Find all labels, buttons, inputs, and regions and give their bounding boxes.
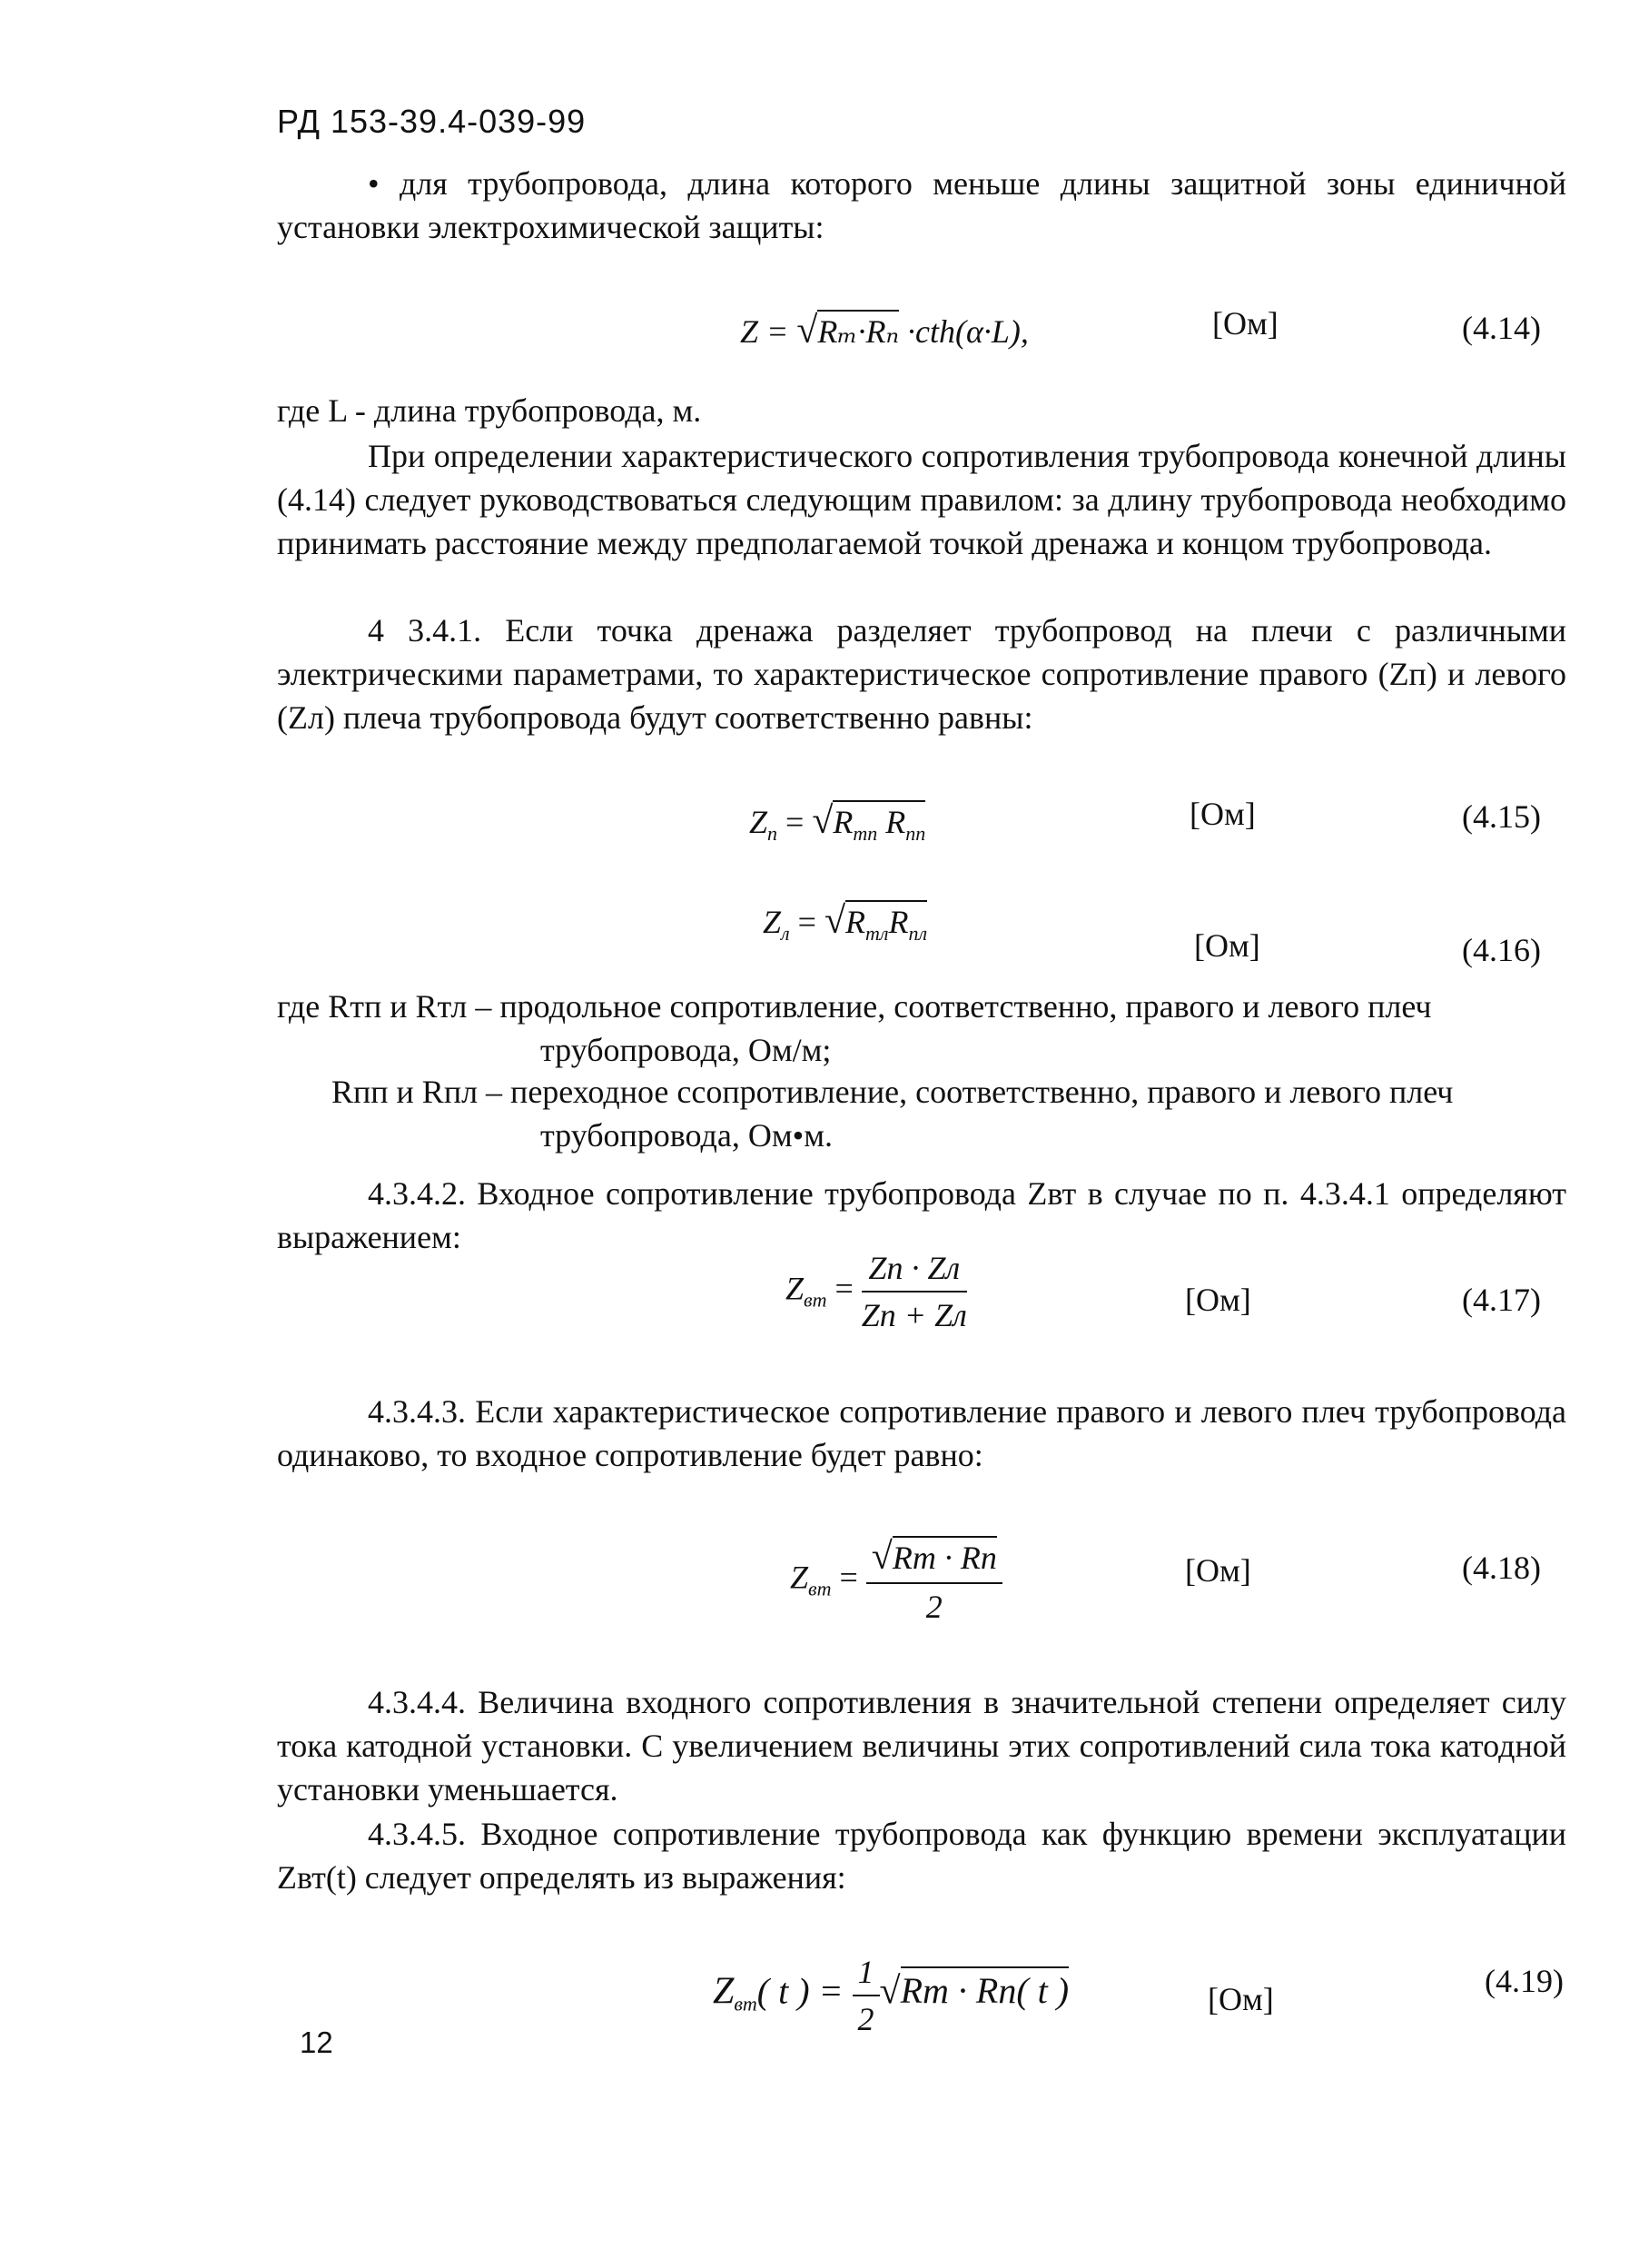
equation-number: (4.15)	[1462, 798, 1541, 835]
definition-text: где Rтп и Rтл – продольное сопротивление, соответственно, правого и левого плеч	[277, 988, 1432, 1025]
fraction-numerator	[866, 1535, 1002, 1584]
sqrt-sign: √	[812, 800, 834, 842]
fraction	[853, 1953, 880, 2038]
fraction-denominator: Zп + Zл	[861, 1297, 967, 1333]
unit-label: [Ом]	[1194, 927, 1260, 964]
radicand-r1-sub: тп	[853, 822, 878, 845]
definition-text: Rпп и Rпл – переходное ссопротивление, соответственно, правого и левого плеч	[331, 1074, 1454, 1110]
formula-lhs: Z	[749, 804, 768, 840]
fraction	[866, 1535, 1002, 1626]
sqrt-sign: √	[824, 900, 845, 942]
formula-lhs-sub: л	[781, 922, 790, 945]
unit-label: [Ом]	[1185, 1552, 1251, 1589]
radicand-r1-sub: тл	[865, 922, 889, 945]
formula-4-14	[740, 309, 1029, 352]
fraction-numerator: Zп · Zл	[862, 1249, 967, 1292]
formula-radicand: Rт · Rп	[893, 1536, 997, 1576]
unit-label: [Ом]	[1212, 305, 1279, 342]
formula-radicand	[833, 800, 926, 845]
definition-R-transition	[331, 1070, 1566, 1157]
formula-lhs: Z	[790, 1559, 809, 1596]
radicand-r2-sub: пл	[908, 922, 928, 945]
definition-continuation: трубопровода, Ом•м.	[540, 1117, 833, 1154]
formula-lhs-sub: вт	[808, 1577, 832, 1600]
formula-4-17	[785, 1249, 967, 1334]
paragraph-4-3-4-3: 4.3.4.3. Если характеристическое сопротивление правого и левого плеч трубопровода одинаково, то входное сопротивление будет равно:	[277, 1393, 1566, 1473]
formula-4-15	[749, 799, 925, 846]
unit-label: [Ом]	[1208, 1981, 1274, 2017]
paragraph-rule: При определении характеристического сопротивления трубопровода конечной длины (4.14) следует руководствоваться следующим правилом: за длину трубопровода необходимо принимать расстояние между предполагаемой точкой дренажа и концом трубопровода.	[277, 438, 1566, 561]
fraction-denominator: 2	[925, 1589, 943, 1625]
radicand-r1: R	[833, 804, 854, 840]
paragraph-4-3-4-4: 4.3.4.4. Величина входного сопротивления в значительной степени определяет силу тока катодной установки. С увеличением величины этих сопротивлений сила тока катодной установки уменьшается.	[277, 1684, 1566, 1807]
formula-4-16	[763, 899, 927, 946]
formula-radicand: Rₘ·Rₙ	[817, 310, 899, 350]
radicand-r1: R	[845, 904, 865, 940]
equation-number: (4.16)	[1462, 932, 1541, 968]
equation-number: (4.18)	[1462, 1550, 1541, 1586]
formula-radicand	[845, 900, 928, 945]
equals-sign: =	[826, 1270, 862, 1307]
formula-lhs: Z	[785, 1270, 805, 1307]
document-header: РД 153-39.4-039-99	[277, 103, 587, 140]
formula-lhs: Z =	[740, 313, 797, 350]
fraction-numerator: 1	[853, 1953, 880, 1996]
definition-continuation: трубопровода, Ом/м;	[540, 1032, 832, 1068]
fraction-denominator: 2	[857, 2001, 874, 2037]
definition-L: где L - длина трубопровода, м.	[277, 392, 702, 429]
formula-4-19	[713, 1953, 1069, 2038]
radicand-r2-sub: пп	[905, 822, 926, 845]
definition-R-longitudinal	[277, 985, 1566, 1072]
paragraph-4-3-4-2: 4.3.4.2. Входное сопротивление трубопровода Zвт в случае по п. 4.3.4.1 определяют выражением:	[277, 1175, 1566, 1255]
formula-argument: ( t ) =	[756, 1970, 853, 2012]
sqrt-sign: √	[871, 1536, 893, 1578]
sqrt-sign: √	[796, 310, 818, 352]
radicand-r2: R	[885, 804, 906, 840]
formula-lhs-sub: вт	[734, 1992, 757, 2015]
equation-number: (4.14)	[1462, 310, 1541, 346]
page-number: 12	[300, 2025, 333, 2059]
unit-label: [Ом]	[1190, 796, 1256, 832]
formula-4-18	[790, 1535, 1002, 1626]
unit-label: [Ом]	[1185, 1282, 1251, 1318]
equation-number: (4.17)	[1462, 1282, 1541, 1318]
formula-lhs-sub: вт	[804, 1288, 827, 1312]
formula-lhs-sub: п	[767, 822, 778, 845]
equals-sign: =	[789, 904, 824, 940]
formula-radicand: Rт · Rп( t )	[901, 1966, 1070, 2011]
equals-sign: =	[831, 1559, 866, 1596]
formula-lhs: Z	[713, 1970, 735, 2013]
radicand-r2: R	[888, 904, 909, 940]
equals-sign: =	[777, 804, 813, 840]
paragraph-4-3-4-1: 4 3.4.1. Если точка дренажа разделяет трубопровод на плечи с различными электрическими параметрами, то характеристическое сопротивление правого (Zп) и левого (Zл) плеча трубопровода будут соответственно равны:	[277, 612, 1566, 736]
paragraph-4-3-4-5: 4.3.4.5. Входное сопротивление трубопровода как функцию времени эксплуатации Zвт(t) следует определять из выражения:	[277, 1816, 1566, 1896]
formula-lhs: Z	[763, 904, 782, 940]
sqrt-sign: √	[879, 1970, 901, 2013]
formula-tail: ·cth(α·L),	[899, 313, 1029, 350]
equation-number: (4.19)	[1485, 1963, 1564, 1999]
fraction	[862, 1249, 967, 1334]
paragraph-bullet: • для трубопровода, длина которого меньше длины защитной зоны единичной установки электрохимической защиты:	[277, 165, 1566, 245]
